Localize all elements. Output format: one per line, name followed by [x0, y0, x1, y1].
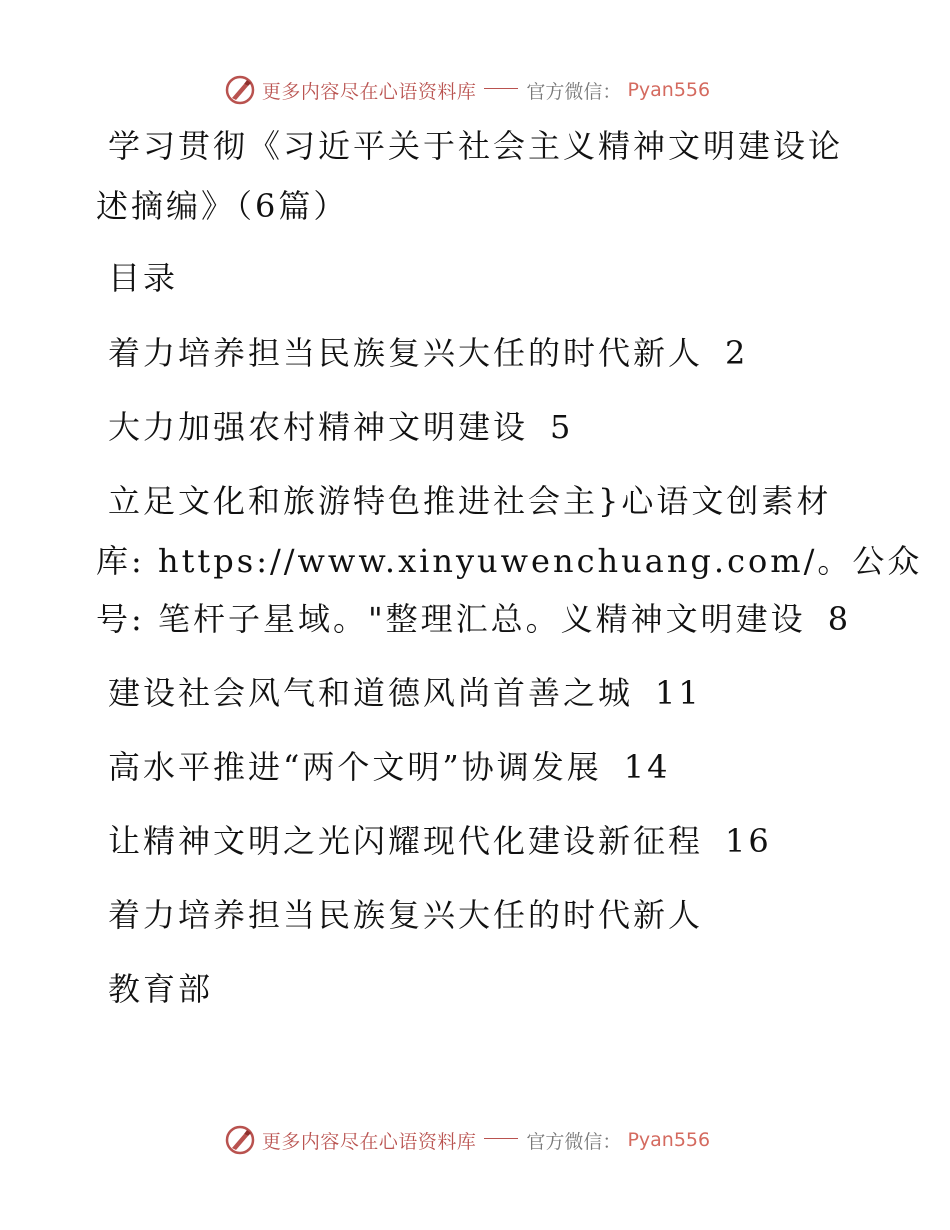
- banner-wechat-id: Pyan556: [627, 79, 711, 101]
- toc-item-line-1[interactable]: 立足文化和旅游特色推进社会主}心语文创素材: [108, 482, 832, 520]
- toc-item-title: 号: 笔杆子星域。"整理汇总。义精神文明建设: [96, 600, 806, 638]
- toc-item-line-3[interactable]: [96, 599, 851, 639]
- banner-official-label: 官方微信：: [526, 80, 622, 103]
- pen-logo-icon: [224, 1124, 256, 1156]
- toc-item-line-2[interactable]: 库: https://www.xinyuwenchuang.com/。公众: [96, 542, 923, 580]
- toc-item-page: 16: [725, 822, 772, 860]
- toc-item[interactable]: [108, 407, 573, 447]
- toc-item-title: 着力培养担当民族复兴大任的时代新人: [108, 334, 704, 372]
- toc-item-page: 5: [550, 408, 574, 446]
- document-title-line-2: 述摘编》（6篇）: [96, 187, 349, 225]
- document-title-line-1: 学习贯彻《习近平关于社会主义精神文明建设论: [108, 127, 844, 165]
- toc-item-title: 建设社会风气和道德风尚首善之城: [108, 674, 634, 712]
- footer-watermark-banner: [0, 1120, 950, 1160]
- pen-logo-icon: [224, 74, 256, 106]
- toc-item-title: 高水平推进“两个文明”协调发展: [108, 748, 602, 786]
- banner-divider: [484, 88, 518, 89]
- section-heading: 着力培养担当民族复兴大任的时代新人: [108, 896, 704, 934]
- toc-item-title: 大力加强农村精神文明建设: [108, 408, 529, 446]
- toc-item-page: 2: [725, 334, 749, 372]
- toc-item[interactable]: [108, 333, 748, 373]
- banner-divider: [484, 1138, 518, 1139]
- header-watermark-banner: [0, 70, 950, 110]
- section-author: 教育部: [108, 970, 214, 1008]
- toc-item[interactable]: [108, 821, 772, 861]
- banner-wechat-id: Pyan556: [627, 1129, 711, 1151]
- toc-item[interactable]: [108, 673, 702, 713]
- toc-item-page: 14: [623, 748, 671, 786]
- banner-text: 更多内容尽在心语资料库: [261, 1130, 477, 1153]
- toc-item-page: 8: [827, 600, 852, 638]
- toc-heading: 目录: [108, 259, 179, 297]
- banner-official-label: 官方微信：: [526, 1130, 622, 1153]
- banner-text: 更多内容尽在心语资料库: [261, 80, 477, 103]
- toc-item-title: 让精神文明之光闪耀现代化建设新征程: [108, 822, 704, 860]
- toc-item[interactable]: [108, 747, 670, 787]
- toc-item-page: 11: [655, 674, 702, 712]
